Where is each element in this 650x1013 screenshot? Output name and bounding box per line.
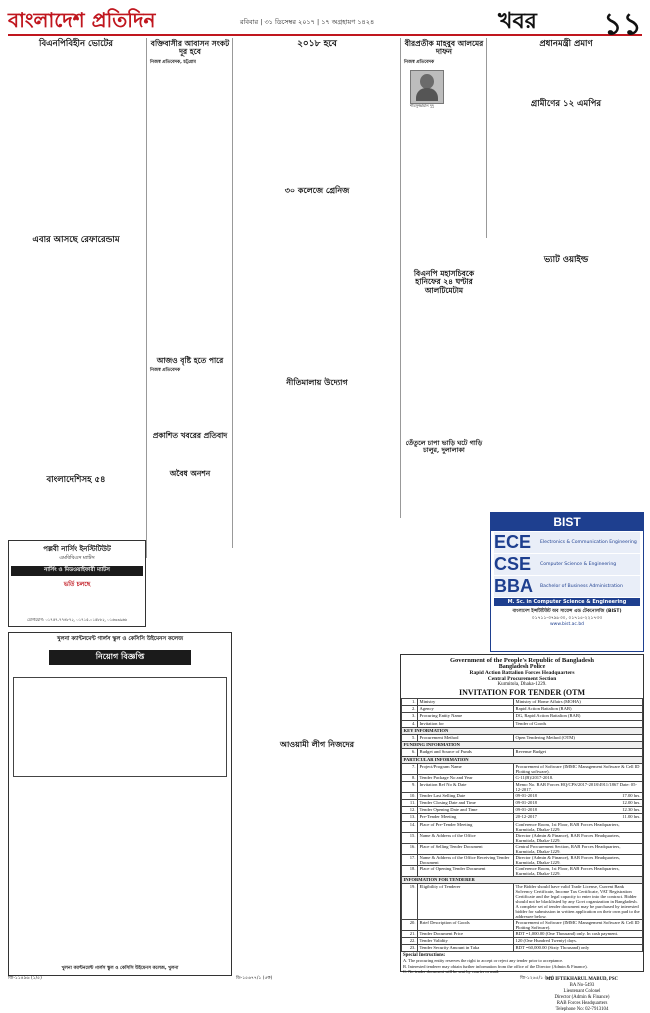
khulna-ad-terms <box>13 779 227 949</box>
row-value-text: BDT =60,000.00 (Sixty Thousand) only <box>515 945 590 951</box>
row-number: 18. <box>402 865 418 876</box>
row-label: Pre-Tender Meeting <box>418 814 514 821</box>
section-label: FUNDING INFORMATION <box>402 742 643 749</box>
headline: প্রকাশিত খবরের প্রতিবাদ <box>152 431 228 440</box>
row-value-text: The Bidder should have valid Trade License, Current Bank Solvency Certificate, Income Tax Certificate, VAT Registration Certificate and the legal capacity to enter into the contract. Bidder should not be blacklisted by any Govt organization in Bangladesh. A complete set of tender document may be purchased by interested bidder for submission in written application on their own pad to the addressee below. <box>515 883 640 919</box>
row-number: 14. <box>402 821 418 832</box>
row-number: 16. <box>402 843 418 854</box>
row-value-text: Conference Room, 1st Floor, RAB Forces Headquarters, Kurmitola, Dhaka-1229. <box>515 865 620 876</box>
row-value-text: 09-01-2018 <box>515 800 537 806</box>
row-value-text: Ministry of Home Affairs (MOHA) <box>515 699 581 704</box>
row-label: Place of Pre-Tender Meeting <box>418 821 514 832</box>
bist-program-cse <box>494 554 640 575</box>
row-number: 20. <box>402 919 418 930</box>
headline: বিএনপি মহাসচিবকে হানিফের ২৪ ঘণ্টার আলটিমেটাম <box>413 269 475 295</box>
row-number: 3. <box>402 713 418 720</box>
row-number: 8. <box>402 774 418 781</box>
program-abbr: BBA <box>494 576 533 596</box>
tender-row <box>402 800 643 807</box>
tender-row <box>402 854 643 865</box>
tender-row <box>402 706 643 713</box>
tender-row <box>402 821 643 832</box>
headline: অবৈধ অনশন <box>169 469 211 478</box>
headline: গ্রামীণের ১২ এমপির <box>530 99 602 109</box>
row-value <box>514 713 643 720</box>
tender-row <box>402 930 643 937</box>
row-value-text: Procurement of Software (IMMC Management Software & Cell ID Plotting Software). <box>515 919 640 930</box>
row-value-text: Procurement of Software (IMMC Management Software & Cell ID Plotting software). <box>515 763 640 774</box>
program-abbr: ECE <box>494 532 532 552</box>
article-bidyut <box>8 40 144 230</box>
article-police <box>236 378 398 528</box>
tender-row <box>402 774 643 781</box>
row-number: 13. <box>402 814 418 821</box>
tender-special-list <box>403 958 641 974</box>
column-rule <box>400 38 401 518</box>
article-grameen <box>490 100 642 180</box>
portrait-body <box>416 88 438 101</box>
tender-title: INVITATION FOR TENDER (OTM <box>458 688 585 697</box>
tender-row <box>402 832 643 843</box>
row-value-time: 12.00 hrs. <box>622 800 641 806</box>
row-value <box>514 774 643 781</box>
headline: ২০১৮ হবে <box>297 39 337 49</box>
row-label: Ministry <box>418 699 514 706</box>
page-number: ১১ <box>603 7 642 42</box>
section-label: KEY INFORMATION <box>402 727 643 734</box>
row-value-text: 20-12-2017 <box>515 814 537 820</box>
row-value <box>514 930 643 937</box>
row-value-text: Director (Admin & Finance), RAB Forces Headquarters, Kurmitola, Dhaka-1229. <box>515 832 621 843</box>
row-value <box>514 763 643 774</box>
row-label: Agency <box>418 706 514 713</box>
row-value <box>514 814 643 821</box>
tender-table <box>401 698 643 952</box>
article-bangabandhu <box>8 476 144 536</box>
row-value <box>514 883 643 919</box>
tender-row <box>402 763 643 774</box>
row-label: Budget and Source of Funds <box>418 749 514 756</box>
tender-police: Bangladesh Police <box>498 664 546 670</box>
row-value <box>514 720 643 727</box>
tender-gov: Government of the People's Republic of Bangladesh <box>449 657 595 664</box>
khulna-ad-footer: খুলনা ক্যান্টনমেন্ট গার্লস স্কুল ও কেসিসি উইমেনস কলেজ, খুলনা <box>61 966 179 971</box>
tender-row <box>402 699 643 706</box>
tender-unit: Central Procurement Section <box>487 676 557 682</box>
special-instruction: B. Interested tenderer may obtain further information from the office of the Director (Admin & Finance). <box>403 963 588 969</box>
article-2018 <box>236 40 398 190</box>
row-label: Project/Program Name <box>418 763 514 774</box>
program-desc: Computer Science & Engineering <box>540 561 617 567</box>
row-value-text: BDT =1,000.00 (One Thousand) only. In cash payment. <box>515 930 619 936</box>
row-value-time: 11.00 hrs. <box>622 814 641 820</box>
row-value <box>514 807 643 814</box>
tender-address: Kurmitola, Dhaka-1229. <box>497 682 547 687</box>
row-number: 1. <box>402 699 418 706</box>
bist-ad <box>490 512 644 652</box>
footer-code-right: জি-১২৬৫/১ (৮৭) <box>520 976 554 981</box>
row-number: 9. <box>402 781 418 792</box>
headline: বক্তিবাসীর আবাসন সংকট দূর হবে <box>150 39 230 57</box>
row-value <box>514 781 643 792</box>
tender-row <box>402 734 643 741</box>
row-label: Name & Address of the Office <box>418 832 514 843</box>
row-label: Tender Security Amount in Taka <box>418 945 514 952</box>
tender-section-head <box>402 727 643 734</box>
row-label: Name & Address of the Office Receiving Tender Document <box>418 854 514 865</box>
row-number: 15. <box>402 832 418 843</box>
tender-special-head: Special Instructions: <box>403 953 446 959</box>
khulna-recruitment-ad <box>8 632 232 976</box>
nursing-ad-bar: নার্সিং ও মিডওয়াইফারী ম্যাটস <box>11 566 143 576</box>
row-number: 4. <box>402 720 418 727</box>
row-value <box>514 734 643 741</box>
row-number: 7. <box>402 763 418 774</box>
row-value-text: Revenue Budget <box>515 749 546 755</box>
row-label: Tender Package No and Year <box>418 774 514 781</box>
tender-row <box>402 865 643 876</box>
row-value-text: Rapid Action Battalion (RAB) <box>515 706 572 712</box>
footer-code-center: ডি-১৫৬৭৭/১ (৫ক) <box>236 976 273 981</box>
row-value <box>514 800 643 807</box>
row-number: 17. <box>402 854 418 865</box>
article-vat <box>490 256 642 276</box>
row-number: 12. <box>402 807 418 814</box>
article-bnp <box>404 270 484 330</box>
row-value <box>514 865 643 876</box>
tender-row <box>402 720 643 727</box>
nursing-ad-contact: যোগাযোগ: ০১৭৫৭-৭৭৪৮৭২, ০১৭১৫-০১৫৮৮২, ০১৬৩৩৯৬৬ <box>27 617 127 622</box>
row-label: Tender Opening Date and Time <box>418 807 514 814</box>
tender-row <box>402 945 643 952</box>
byline: নিজস্ব প্রতিবেদক, চট্টগ্রাম <box>150 59 196 65</box>
tender-row <box>402 883 643 919</box>
special-instruction: A. The procuring entity reserves the right to accept or reject any tender prior to acceptance. <box>403 958 564 964</box>
row-value <box>514 919 643 930</box>
section-label: INFORMATION FOR TENDERER <box>402 876 643 883</box>
signer-rank: Lieutenant Colonel <box>563 988 601 994</box>
row-number: 5. <box>402 734 418 741</box>
dateline: রবিবার | ৩১ ডিসেম্বর ২০১৭ | ১৭ অগ্রহায়ণ ১৪২৪ <box>240 18 375 26</box>
row-value-text: 09-01-2018 <box>515 807 537 813</box>
row-label: Tender Document Price <box>418 930 514 937</box>
tender-section-head <box>402 876 643 883</box>
nursing-ad <box>8 540 146 627</box>
khulna-ad-org: খুলনা ক্যান্টনমেন্ট গার্লস স্কুল ও কেসিসি উইমেনস কলেজ <box>56 636 184 642</box>
bist-ad-header: BIST <box>491 513 643 531</box>
article-awami <box>236 740 398 780</box>
headline: আজও বৃষ্টি হতে পারে <box>156 356 224 365</box>
row-label: Eligibility of Tenderer <box>418 883 514 919</box>
headline: ৩০ কলেজে গ্রেনিজ <box>284 185 350 195</box>
article-ictu <box>236 186 398 336</box>
tender-row <box>402 792 643 799</box>
row-number: 21. <box>402 930 418 937</box>
tender-row <box>402 749 643 756</box>
row-label: Invitation for <box>418 720 514 727</box>
article-train <box>404 440 484 460</box>
tender-section-head <box>402 756 643 763</box>
row-value <box>514 792 643 799</box>
row-value-time: 12.30 hrs. <box>622 807 641 813</box>
row-number: 2. <box>402 706 418 713</box>
bist-phone: ০১৭১১-৩৭৯৮৩০, ০১৭১৫-২২১৭৩৩ <box>531 616 603 621</box>
row-value <box>514 854 643 865</box>
khulna-ad-table <box>13 677 227 777</box>
headline: বাংলাদেশিসহ ৫৪ <box>46 475 106 485</box>
row-label: Place of Opening Tender Document <box>418 865 514 876</box>
row-value <box>514 843 643 854</box>
headline: আওয়ামী লীগ নিজদের <box>279 739 355 749</box>
section-title: খবর <box>498 8 537 34</box>
program-desc: Electronics & Communication Engineering <box>540 539 637 545</box>
section-label: PARTICULAR INFORMATION <box>402 756 643 763</box>
headline: ভ্যাট ওয়াইল্ড <box>543 255 589 265</box>
tender-row <box>402 938 643 945</box>
bist-msc: M. Sc. in Computer Science & Engineering <box>494 598 640 606</box>
tender-row <box>402 843 643 854</box>
row-label: Tender Validity <box>418 938 514 945</box>
row-value <box>514 699 643 706</box>
headline: এবার আসছে রেফারেন্ডাম <box>32 235 120 245</box>
row-number: 11. <box>402 800 418 807</box>
article-published <box>150 432 230 452</box>
program-abbr: CSE <box>494 554 532 574</box>
signer-office: RAB Forces Headquarters <box>556 1000 608 1006</box>
bist-program-bba <box>494 576 640 597</box>
headline: বীরপ্রতীক মাহবুব আলমের দাফন <box>404 39 484 57</box>
nursing-ad-title: পল্লবী নার্সিং ইনস্টিটিউট <box>43 544 111 553</box>
headline: প্রধানমন্ত্রী প্রমাণ <box>539 39 593 49</box>
row-label: Tender Closing Date and Time <box>418 800 514 807</box>
row-number: 22. <box>402 938 418 945</box>
byline: নিজস্ব প্রতিবেদক <box>150 368 181 374</box>
tender-row <box>402 713 643 720</box>
signer-role: Director (Admin & Finance) <box>554 994 610 1000</box>
row-label: Procurement Method <box>418 734 514 741</box>
row-value-text: 09-01-2018 <box>515 792 537 798</box>
bist-org: বাংলাদেশ ইন্সটিটিউট অব সায়েন্স এন্ড টেকনোলজি (BIST) <box>512 609 622 614</box>
article-teacher <box>150 40 230 340</box>
nursing-ad-subtitle: এমবিবিএস ম্যাটস <box>59 555 95 561</box>
row-label: Tender Last Selling Date <box>418 792 514 799</box>
row-value <box>514 832 643 843</box>
column-rule <box>232 38 233 548</box>
row-value <box>514 938 643 945</box>
tender-section-head <box>402 742 643 749</box>
row-value-text: DG, Rapid Action Battalion (RAB) <box>515 713 581 719</box>
row-value-text: Memo No. RAB Forces HQ/CPS/2017-2018/4911/1867 Date: 05-12-2017. <box>515 781 637 792</box>
row-value-time: 17.00 hrs. <box>622 792 641 798</box>
row-label: Procuring Entity Name <box>418 713 514 720</box>
bist-program-ece <box>494 532 640 553</box>
row-label: Brief Description of Goods <box>418 919 514 930</box>
article-body <box>8 51 144 56</box>
row-value-text: Conference Room, 1st Floor, RAB Forces Headquarters, Kurmitola, Dhaka-1229. <box>515 821 620 832</box>
tender-row <box>402 807 643 814</box>
row-label: Place of Selling Tender Document <box>418 843 514 854</box>
row-value <box>514 945 643 952</box>
row-value-text: Director (Admin & Finance), RAB Forces Headquarters, Kurmitola, Dhaka-1229. <box>515 854 621 865</box>
headline: বিএনপিবিহীন ভোটের <box>39 39 113 49</box>
headline: তেঁতুলে চাপা ভাড়ি ঘটে গাড়ি চালুর, দুলালাকা <box>405 439 483 455</box>
khulna-ad-title: নিয়োগ বিজ্ঞপ্তি <box>49 650 191 665</box>
article-blue <box>150 470 230 530</box>
tender-row <box>402 814 643 821</box>
footer-code-left: জি-১১৪৯৬ (১/৫) <box>8 976 42 981</box>
tender-row <box>402 919 643 930</box>
row-value-text: Central Procurement Section, RAB Forces Headquarters, Kurmitola, Dhaka-1229. <box>515 843 621 854</box>
signer-ba: BA No-5493 <box>569 982 595 988</box>
row-value-text: Open Tendering Method (OTM) <box>515 734 575 740</box>
row-value-text: Tender of Goods <box>515 720 547 726</box>
row-value-text: 120 (One Hundred Twenty) days. <box>515 938 577 943</box>
row-value-text: G-11(B)/2017-2018. <box>515 774 554 780</box>
newspaper-logo: বাংলাদেশ প্রতিদিন <box>8 8 156 32</box>
program-desc: Bachelor of Business Administration <box>540 583 623 589</box>
column-rule <box>486 38 487 238</box>
nursing-ad-cta: ভর্তি চলছে <box>63 581 91 588</box>
row-number: 19. <box>402 883 418 919</box>
row-number: 23. <box>402 945 418 952</box>
special-instruction: C. No tender document will be sent by courier or mail. <box>403 968 500 974</box>
tender-row <box>402 781 643 792</box>
byline: নিজস্ব প্রতিবেদক <box>404 59 435 65</box>
signer-name: MD IFTEKHARUL MABUD, PSC <box>546 976 618 982</box>
row-number: 10. <box>402 792 418 799</box>
row-label: Invitation Ref No & Date <box>418 781 514 792</box>
column-rule <box>146 38 147 558</box>
row-value <box>514 706 643 713</box>
portrait-head <box>420 74 434 89</box>
row-value <box>514 749 643 756</box>
row-value <box>514 821 643 832</box>
article-temp <box>150 357 230 427</box>
row-number: 6. <box>402 749 418 756</box>
headline: নীতিমালায় উদ্যোগ <box>286 377 348 387</box>
article-harbour <box>8 236 144 472</box>
tender-rab: Rapid Action Battalion Forces Headquarters <box>469 670 575 676</box>
signer-phone: Telephone No: 02-7913104 <box>555 1006 609 1012</box>
bist-web: www.bist.ac.bd <box>549 622 585 627</box>
photo-caption: শামসুজ্জামান দুদু <box>410 103 434 108</box>
masthead <box>8 4 642 42</box>
portrait-photo <box>410 70 444 104</box>
